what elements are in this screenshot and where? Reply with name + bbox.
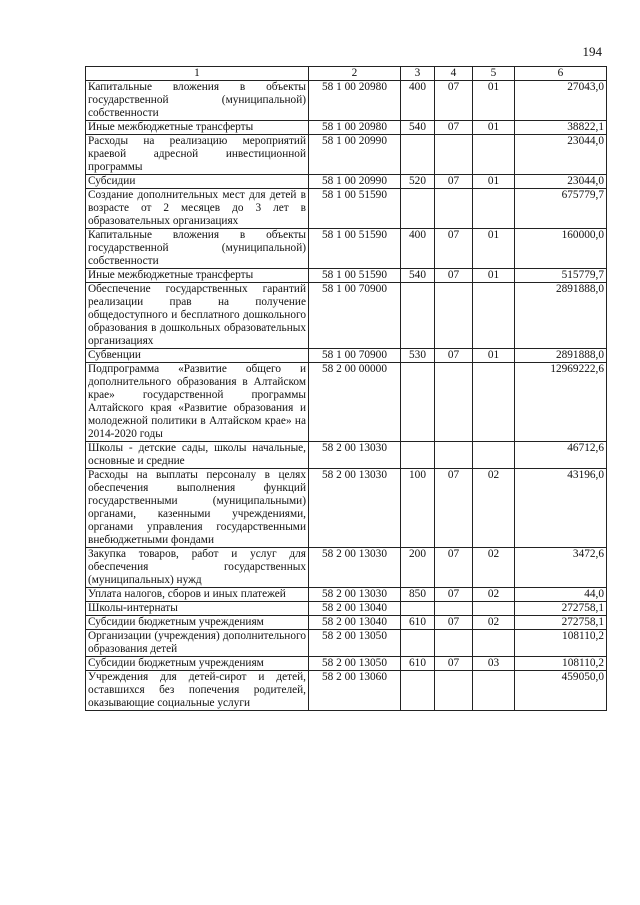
subsection-cell: 02 xyxy=(473,469,515,548)
expense-type-cell xyxy=(401,283,435,349)
subsection-cell: 01 xyxy=(473,175,515,189)
table-row xyxy=(86,363,607,442)
table-row xyxy=(86,189,607,229)
target-code-cell: 58 2 00 13040 xyxy=(309,602,401,616)
subsection-cell xyxy=(473,602,515,616)
expense-type-cell: 520 xyxy=(401,175,435,189)
target-code-cell: 58 2 00 13030 xyxy=(309,469,401,548)
table-row xyxy=(86,630,607,657)
item-name-cell: Подпрограмма «Развитие общего и дополнительного образования в Алтайском крае» государственной программы Алтайского края «Развитие образования и молодежной политики в Алтайском крае» на 2014-2020 годы xyxy=(86,363,309,442)
item-name-cell: Иные межбюджетные трансферты xyxy=(86,121,309,135)
subsection-cell xyxy=(473,135,515,175)
subsection-cell xyxy=(473,283,515,349)
expense-type-cell xyxy=(401,630,435,657)
item-name-cell: Субвенции xyxy=(86,349,309,363)
table-row xyxy=(86,616,607,630)
header-cell: 4 xyxy=(435,67,473,81)
amount-cell: 160000,0 xyxy=(515,229,607,269)
amount-cell: 38822,1 xyxy=(515,121,607,135)
target-code-cell: 58 1 00 20990 xyxy=(309,175,401,189)
amount-cell: 459050,0 xyxy=(515,671,607,711)
subsection-cell: 01 xyxy=(473,81,515,121)
subsection-cell: 02 xyxy=(473,616,515,630)
section-cell xyxy=(435,671,473,711)
amount-cell: 108110,2 xyxy=(515,657,607,671)
section-cell xyxy=(435,135,473,175)
amount-cell: 43196,0 xyxy=(515,469,607,548)
expense-type-cell: 610 xyxy=(401,657,435,671)
section-cell: 07 xyxy=(435,469,473,548)
amount-cell: 675779,7 xyxy=(515,189,607,229)
table-row xyxy=(86,349,607,363)
section-cell xyxy=(435,283,473,349)
expense-type-cell: 850 xyxy=(401,588,435,602)
item-name-cell: Субсидии бюджетным учреждениям xyxy=(86,657,309,671)
item-name-cell: Школы-интернаты xyxy=(86,602,309,616)
target-code-cell: 58 2 00 13050 xyxy=(309,630,401,657)
item-name-cell: Капитальные вложения в объекты государственной (муниципальной) собственности xyxy=(86,229,309,269)
subsection-cell xyxy=(473,442,515,469)
target-code-cell: 58 1 00 20980 xyxy=(309,81,401,121)
subsection-cell xyxy=(473,630,515,657)
target-code-cell: 58 2 00 13030 xyxy=(309,588,401,602)
section-cell xyxy=(435,442,473,469)
table-row xyxy=(86,175,607,189)
expense-type-cell: 400 xyxy=(401,81,435,121)
item-name-cell: Создание дополнительных мест для детей в возрасте от 2 месяцев до 3 лет в образовательных организациях xyxy=(86,189,309,229)
table-row xyxy=(86,548,607,588)
expense-type-cell xyxy=(401,189,435,229)
section-cell: 07 xyxy=(435,657,473,671)
expense-type-cell: 400 xyxy=(401,229,435,269)
target-code-cell: 58 2 00 13030 xyxy=(309,548,401,588)
amount-cell: 3472,6 xyxy=(515,548,607,588)
amount-cell: 46712,6 xyxy=(515,442,607,469)
target-code-cell: 58 1 00 70900 xyxy=(309,283,401,349)
header-cell: 2 xyxy=(309,67,401,81)
amount-cell: 108110,2 xyxy=(515,630,607,657)
table-row xyxy=(86,81,607,121)
expense-type-cell xyxy=(401,602,435,616)
budget-table xyxy=(85,66,607,711)
expense-type-cell xyxy=(401,135,435,175)
expense-type-cell: 540 xyxy=(401,269,435,283)
amount-cell: 272758,1 xyxy=(515,616,607,630)
subsection-cell: 02 xyxy=(473,588,515,602)
subsection-cell: 02 xyxy=(473,548,515,588)
item-name-cell: Расходы на выплаты персоналу в целях обеспечения выполнения функций государственными (муниципальными) органами, казенными учреждениями, органами управления государственными внебюджетными фондами xyxy=(86,469,309,548)
amount-cell: 23044,0 xyxy=(515,135,607,175)
table-row xyxy=(86,469,607,548)
subsection-cell: 01 xyxy=(473,121,515,135)
item-name-cell: Обеспечение государственных гарантий реализации прав на получение общедоступного и бесплатного дошкольного образования в дошкольных образовательных организациях xyxy=(86,283,309,349)
expense-type-cell: 530 xyxy=(401,349,435,363)
table-row xyxy=(86,442,607,469)
header-cell: 5 xyxy=(473,67,515,81)
header-cell: 6 xyxy=(515,67,607,81)
subsection-cell: 01 xyxy=(473,229,515,269)
expense-type-cell xyxy=(401,671,435,711)
item-name-cell: Школы - детские сады, школы начальные, основные и средние xyxy=(86,442,309,469)
target-code-cell: 58 1 00 20990 xyxy=(309,135,401,175)
table-row xyxy=(86,121,607,135)
expense-type-cell: 540 xyxy=(401,121,435,135)
expense-type-cell: 100 xyxy=(401,469,435,548)
target-code-cell: 58 1 00 70900 xyxy=(309,349,401,363)
item-name-cell: Капитальные вложения в объекты государственной (муниципальной) собственности xyxy=(86,81,309,121)
subsection-cell xyxy=(473,189,515,229)
target-code-cell: 58 2 00 13030 xyxy=(309,442,401,469)
target-code-cell: 58 1 00 20980 xyxy=(309,121,401,135)
section-cell: 07 xyxy=(435,548,473,588)
table-row xyxy=(86,657,607,671)
section-cell xyxy=(435,630,473,657)
item-name-cell: Учреждения для детей-сирот и детей, оставшихся без попечения родителей, оказывающие социальные услуги xyxy=(86,671,309,711)
section-cell: 07 xyxy=(435,121,473,135)
page-number: 194 xyxy=(582,44,602,59)
item-name-cell: Расходы на реализацию мероприятий краевой адресной инвестиционной программы xyxy=(86,135,309,175)
section-cell: 07 xyxy=(435,349,473,363)
target-code-cell: 58 2 00 13060 xyxy=(309,671,401,711)
item-name-cell: Организации (учреждения) дополнительного образования детей xyxy=(86,630,309,657)
amount-cell: 12969222,6 xyxy=(515,363,607,442)
item-name-cell: Уплата налогов, сборов и иных платежей xyxy=(86,588,309,602)
section-cell xyxy=(435,363,473,442)
section-cell xyxy=(435,602,473,616)
target-code-cell: 58 2 00 13040 xyxy=(309,616,401,630)
subsection-cell: 03 xyxy=(473,657,515,671)
target-code-cell: 58 1 00 51590 xyxy=(309,189,401,229)
section-cell xyxy=(435,189,473,229)
subsection-cell: 01 xyxy=(473,269,515,283)
amount-cell: 272758,1 xyxy=(515,602,607,616)
header-cell: 3 xyxy=(401,67,435,81)
target-code-cell: 58 1 00 51590 xyxy=(309,269,401,283)
target-code-cell: 58 1 00 51590 xyxy=(309,229,401,269)
table-row xyxy=(86,588,607,602)
header-cell: 1 xyxy=(86,67,309,81)
subsection-cell xyxy=(473,363,515,442)
table-row xyxy=(86,602,607,616)
item-name-cell: Иные межбюджетные трансферты xyxy=(86,269,309,283)
section-cell: 07 xyxy=(435,588,473,602)
table-row xyxy=(86,135,607,175)
header-row xyxy=(86,67,607,81)
section-cell: 07 xyxy=(435,269,473,283)
section-cell: 07 xyxy=(435,616,473,630)
subsection-cell: 01 xyxy=(473,349,515,363)
amount-cell: 27043,0 xyxy=(515,81,607,121)
section-cell: 07 xyxy=(435,175,473,189)
subsection-cell xyxy=(473,671,515,711)
item-name-cell: Субсидии бюджетным учреждениям xyxy=(86,616,309,630)
amount-cell: 2891888,0 xyxy=(515,349,607,363)
expense-type-cell xyxy=(401,442,435,469)
item-name-cell: Закупка товаров, работ и услуг для обеспечения государственных (муниципальных) нужд xyxy=(86,548,309,588)
target-code-cell: 58 2 00 13050 xyxy=(309,657,401,671)
table-row xyxy=(86,671,607,711)
target-code-cell: 58 2 00 00000 xyxy=(309,363,401,442)
section-cell: 07 xyxy=(435,229,473,269)
table-row xyxy=(86,269,607,283)
table-row xyxy=(86,229,607,269)
amount-cell: 23044,0 xyxy=(515,175,607,189)
amount-cell: 515779,7 xyxy=(515,269,607,283)
table-row xyxy=(86,283,607,349)
section-cell: 07 xyxy=(435,81,473,121)
expense-type-cell xyxy=(401,363,435,442)
expense-type-cell: 200 xyxy=(401,548,435,588)
amount-cell: 44,0 xyxy=(515,588,607,602)
expense-type-cell: 610 xyxy=(401,616,435,630)
item-name-cell: Субсидии xyxy=(86,175,309,189)
amount-cell: 2891888,0 xyxy=(515,283,607,349)
